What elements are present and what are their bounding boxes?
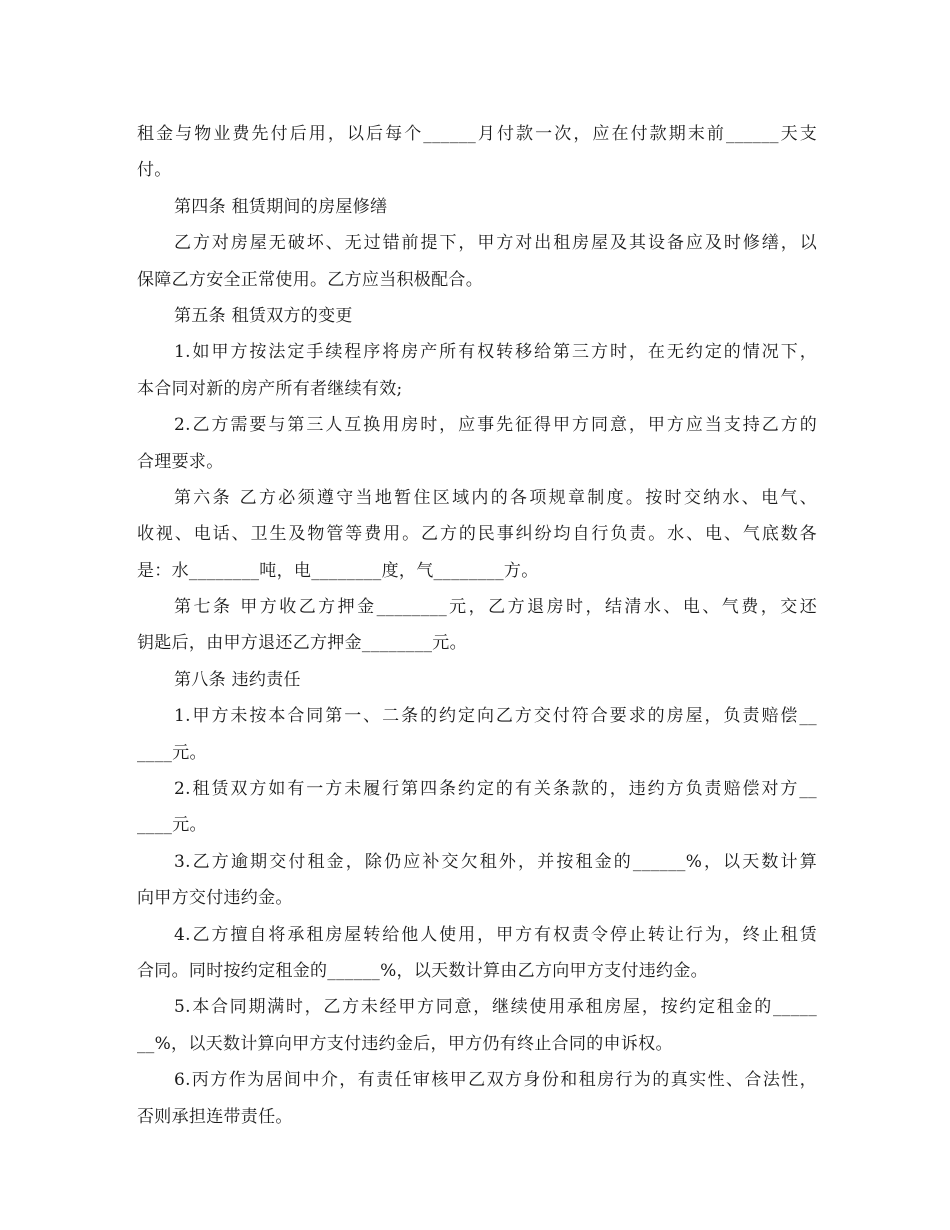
text-line: 4.乙方擅自将承租房屋转给他人使用，甲方有权责令停止转让行为，终止租赁	[174, 924, 817, 945]
text-line: 是：水________吨，电________度，气________方。	[137, 560, 539, 581]
text-line: 合同。同时按约定租金的______%，以天数计算由乙方向甲方支付违约金。	[137, 960, 708, 981]
section-heading: 第五条 租赁双方的变更	[174, 305, 353, 326]
text-line: 1.甲方未按本合同第一、二条的约定向乙方交付符合要求的房屋，负责赔偿__	[174, 706, 817, 727]
text-line: 2.租赁双方如有一方未履行第四条约定的有关条款的，违约方负责赔偿对方__	[174, 779, 817, 800]
text-line: 第六条 乙方必须遵守当地暂住区域内的各项规章制度。按时交纳水、电气、	[174, 487, 817, 508]
section-heading: 第四条 租赁期间的房屋修缮	[174, 196, 388, 217]
text-line: 乙方对房屋无破坏、无过错前提下，甲方对出租房屋及其设备应及时修缮，以	[174, 233, 817, 254]
text-line: 1.如甲方按法定手续程序将房产所有权转移给第三方时，在无约定的情况下，	[174, 342, 817, 363]
text-line: 钥匙后，由甲方退还乙方押金________元。	[137, 633, 467, 654]
text-line: 第七条 甲方收乙方押金________元，乙方退房时，结清水、电、气费，交还	[174, 597, 817, 618]
text-line: __%，以天数计算向甲方支付违约金后，甲方仍有终止合同的申诉权。	[137, 1033, 673, 1054]
contract-text	[137, 116, 817, 1135]
text-line: 本合同对新的房产所有者继续有效;	[137, 378, 403, 399]
text-line: 否则承担连带责任。	[137, 1106, 293, 1127]
section-heading: 第八条 违约责任	[174, 669, 301, 690]
text-line: 5.本合同期满时，乙方未经甲方同意，继续使用承租房屋，按约定租金的_____	[174, 997, 817, 1018]
text-line: 收视、电话、卫生及物管等费用。乙方的民事纠纷均自行负责。水、电、气底数各	[137, 524, 817, 545]
text-line: 6.丙方作为居间中介，有责任审核甲乙双方身份和租房行为的真实性、合法性，	[174, 1070, 817, 1091]
text-line: 合理要求。	[137, 451, 224, 472]
text-line: ____元。	[137, 815, 207, 836]
text-line: 3.乙方逾期交付租金，除仍应补交欠租外，并按租金的______%，以天数计算	[174, 851, 817, 872]
text-line: 付。	[137, 160, 172, 181]
text-line: 保障乙方安全正常使用。乙方应当积极配合。	[137, 269, 483, 290]
text-line: ____元。	[137, 742, 207, 763]
text-line: 2.乙方需要与第三人互换用房时，应事先征得甲方同意，甲方应当支持乙方的	[174, 415, 817, 436]
text-line: 向甲方交付违约金。	[137, 888, 293, 909]
text-line: 租金与物业费先付后用，以后每个______月付款一次，应在付款期末前______天支	[137, 124, 817, 144]
